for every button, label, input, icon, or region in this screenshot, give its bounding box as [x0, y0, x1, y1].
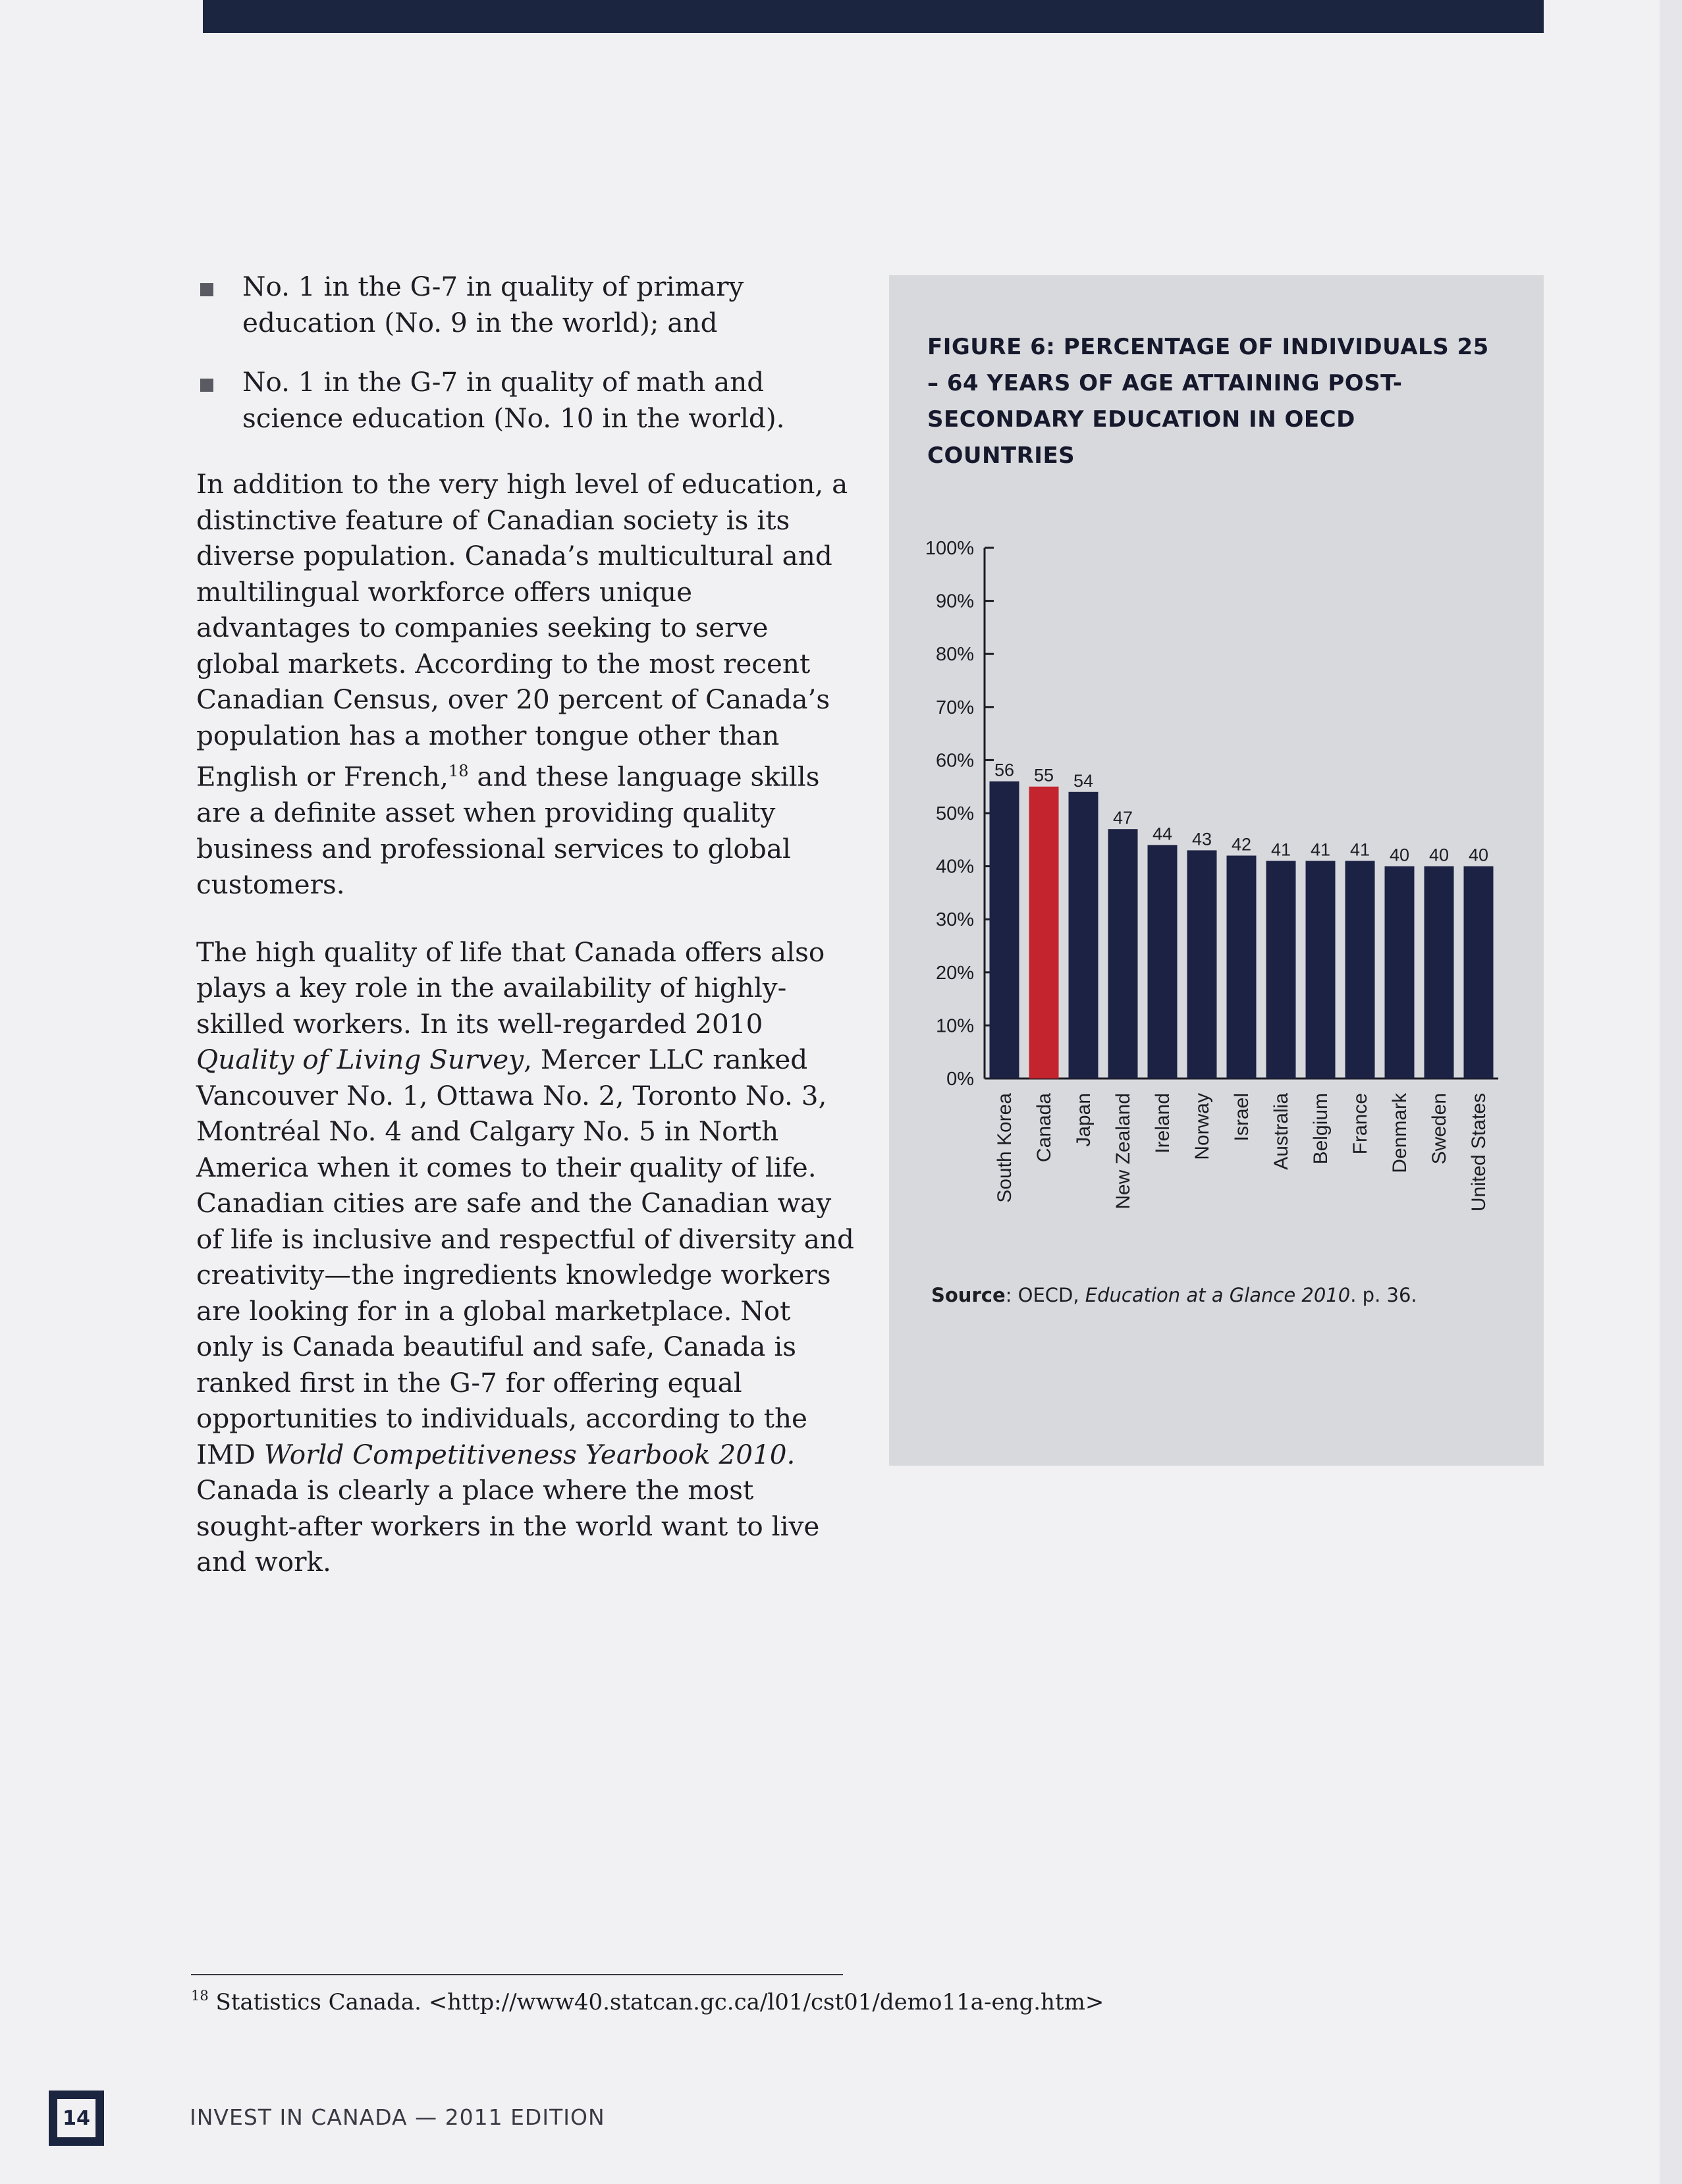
- data-label: 41: [1349, 839, 1370, 860]
- category-label: Ireland: [1152, 1093, 1174, 1154]
- category-label: Belgium: [1310, 1093, 1332, 1165]
- bullet-text: No. 1 in the G-7 in quality of math and science education (No. 10 in the world).: [242, 366, 785, 434]
- category-label: Israel: [1231, 1093, 1253, 1142]
- category-label: New Zealand: [1112, 1093, 1134, 1210]
- footnote-text: Statistics Canada. <http://www40.statcan.gc.ca/l01/cst01/demo11a-eng.htm>: [208, 1989, 1104, 2015]
- category-label: Australia: [1270, 1093, 1292, 1170]
- bullet-square-icon: [200, 283, 213, 296]
- bar: [1187, 850, 1217, 1079]
- data-label: 56: [994, 760, 1015, 780]
- paragraph-text: and these language skills are a definite asset when providing quality business and professional services to global customers.: [196, 760, 820, 900]
- category-label: Canada: [1033, 1093, 1055, 1163]
- y-tick-label: 50%: [935, 803, 974, 824]
- y-tick-label: 60%: [935, 750, 974, 772]
- y-tick-label: 70%: [935, 697, 974, 718]
- bar: [1029, 787, 1059, 1079]
- footnote-ref: 18: [448, 762, 469, 780]
- category-label: Norway: [1191, 1093, 1213, 1160]
- paragraph-diversity: [196, 466, 855, 903]
- footnote-divider: [191, 1974, 843, 1975]
- category-label: United States: [1468, 1093, 1490, 1212]
- y-tick-label: 40%: [935, 856, 974, 878]
- data-label: 40: [1428, 845, 1450, 865]
- bullet-text: No. 1 in the G-7 in quality of primary education (No. 9 in the world); and: [242, 271, 744, 338]
- source-text: : OECD,: [1005, 1284, 1085, 1306]
- category-label: France: [1349, 1093, 1371, 1155]
- source-page: . p. 36.: [1350, 1284, 1417, 1306]
- data-label: 44: [1152, 824, 1173, 844]
- category-label: Denmark: [1389, 1093, 1411, 1173]
- paragraph-text: In addition to the very high level of education, a distinctive feature of Canadian society is its diverse population. Canada’s multicultural and multilingual workforce offers unique advantages to companies seeking to serve global markets. According to the most recent Canadian Census, over 20 percent of Canada’s population has a mother tongue other than English or French,: [196, 468, 848, 793]
- bar: [1148, 845, 1178, 1079]
- bar: [1385, 866, 1415, 1079]
- page-edge: [1660, 0, 1682, 2184]
- y-tick-label: 30%: [935, 909, 974, 931]
- bar: [1266, 861, 1296, 1079]
- header-bar: [203, 0, 1544, 33]
- data-label: 54: [1073, 770, 1094, 791]
- bar: [1424, 866, 1454, 1079]
- y-tick-label: 90%: [935, 591, 974, 612]
- bullet-item: [196, 269, 855, 340]
- data-label: 43: [1191, 829, 1212, 849]
- data-label: 41: [1270, 839, 1291, 860]
- bar: [990, 782, 1019, 1079]
- bullet-square-icon: [200, 379, 213, 392]
- category-label: Sweden: [1428, 1093, 1450, 1165]
- figure-title: FIGURE 6: PERCENTAGE OF INDIVIDUALS 25 – 64 YEARS OF AGE ATTAINING POST-SECONDARY EDUCATION IN OECD COUNTRIES: [927, 334, 1489, 469]
- yearbook-title: World Competitiveness Yearbook 2010.: [263, 1438, 796, 1470]
- page-number-box: [49, 2091, 104, 2146]
- paragraph-text: , Mercer LLC ranked Vancouver No. 1, Ottawa No. 2, Toronto No. 3, Montréal No. 4 and Calgary No. 5 in North America when it comes to their quality of life. Canadian cities are safe and the Canadian way of life is inclusive and respectful of diversity and creativity—the ingredients knowledge workers are looking for in a global marketplace. Not only is Canada beautiful and safe, Canada is ranked first in the G-7 for offering equal opportunities to individuals, according to the IMD: [196, 1044, 854, 1470]
- data-label: 42: [1231, 834, 1252, 855]
- bar: [1227, 855, 1257, 1079]
- data-label: 41: [1310, 839, 1331, 860]
- footnote: [191, 1981, 1104, 2017]
- bar: [1108, 829, 1138, 1079]
- footnote-number: 18: [191, 1988, 209, 2004]
- y-tick-label: 20%: [935, 962, 974, 984]
- bar: [1069, 792, 1099, 1079]
- y-tick-label: 80%: [935, 644, 974, 666]
- survey-title: Quality of Living Survey: [196, 1044, 524, 1075]
- bar: [1464, 866, 1494, 1079]
- data-label: 55: [1033, 765, 1054, 786]
- data-label: 40: [1389, 845, 1410, 865]
- data-label: 47: [1112, 808, 1133, 828]
- paragraph-quality-of-life: [196, 934, 855, 1580]
- bullet-item: [196, 364, 855, 436]
- bar-chart-svg: [889, 520, 1544, 1258]
- y-tick-label: 10%: [935, 1015, 974, 1037]
- paragraph-text: Canada is clearly a place where the most sought-after workers in the world want to live and work.: [196, 1474, 820, 1578]
- bar: [1345, 861, 1375, 1079]
- footer-title: INVEST IN CANADA — 2011 EDITION: [190, 2104, 605, 2130]
- data-label: 40: [1468, 845, 1489, 865]
- page-number: 14: [57, 2099, 95, 2137]
- category-label: South Korea: [994, 1093, 1016, 1203]
- category-label: Japan: [1073, 1093, 1095, 1147]
- source-label: Source: [931, 1284, 1006, 1306]
- paragraph-text: The high quality of life that Canada offers also plays a key role in the availability of highly-skilled workers. In its well-regarded 2010: [196, 936, 825, 1040]
- bar-chart: [889, 520, 1544, 1258]
- y-tick-label: 100%: [925, 538, 974, 559]
- source-publication: Education at a Glance 2010: [1085, 1284, 1351, 1306]
- y-tick-label: 0%: [946, 1069, 974, 1090]
- bar: [1306, 861, 1336, 1079]
- figure-source: [931, 1284, 1417, 1306]
- body-text-column: [196, 269, 855, 1580]
